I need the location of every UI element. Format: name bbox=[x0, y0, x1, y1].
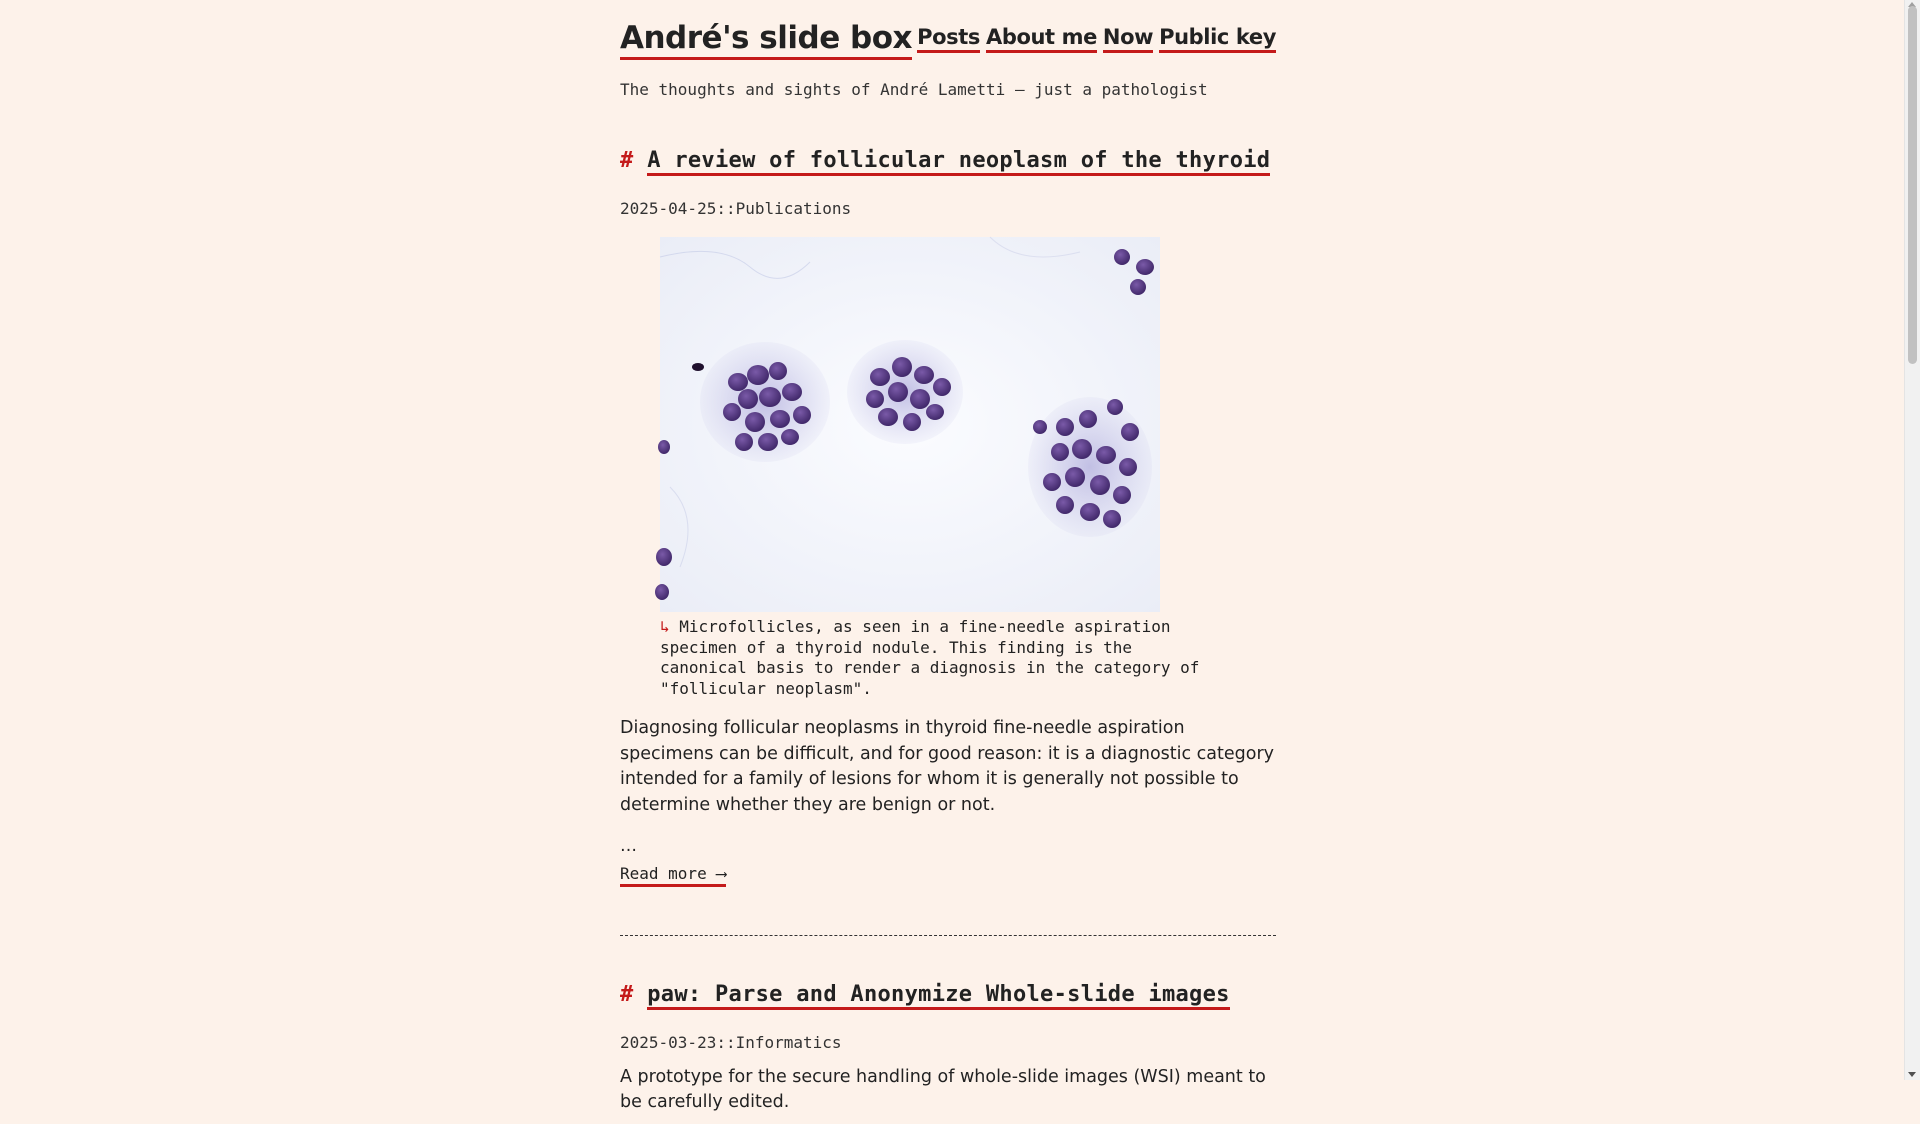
post-figure bbox=[660, 237, 1240, 699]
nav-about-me[interactable]: About me bbox=[986, 24, 1097, 53]
site-tagline: The thoughts and sights of André Lametti — just a pathologist bbox=[620, 80, 1208, 99]
caption-arrow-icon: ↳ bbox=[660, 617, 670, 636]
post-title-link[interactable]: A review of follicular neoplasm of the thyroid bbox=[647, 148, 1270, 176]
post-excerpt-start: A prototype for the secure handling of whole-slide images (WSI) meant to be carefully edited. bbox=[620, 1067, 1266, 1112]
post-excerpt: Diagnosing follicular neoplasms in thyroid fine-needle aspiration specimens can be difficult, and for good reason: it is a diagnostic category intended for a family of lesions for whom it is generally not possible to determine whether they are benign or not. bbox=[620, 718, 1275, 815]
post-excerpt-cutoff bbox=[620, 1067, 1276, 1112]
post-title-link[interactable]: paw: Parse and Anonymize Whole-slide images bbox=[647, 982, 1229, 1010]
nav-posts[interactable]: Posts bbox=[917, 24, 980, 53]
post-title bbox=[620, 982, 1230, 1007]
excerpt-ellipsis: … bbox=[620, 836, 637, 856]
read-more-link[interactable]: Read more ⟶ bbox=[620, 864, 726, 887]
page-content bbox=[620, 0, 1276, 1112]
scrollbar-thumb[interactable] bbox=[1908, 6, 1917, 364]
post-meta: 2025-03-23::Informatics bbox=[620, 1033, 842, 1052]
cytology-image bbox=[660, 237, 1160, 612]
nav-public-key[interactable]: Public key bbox=[1159, 24, 1276, 53]
post-meta: 2025-04-25::Publications bbox=[620, 199, 852, 218]
scroll-down-icon[interactable] bbox=[1908, 1072, 1916, 1077]
nav-now[interactable]: Now bbox=[1103, 24, 1153, 53]
site-header bbox=[620, 0, 1276, 70]
post-divider bbox=[620, 935, 1276, 936]
post-title bbox=[620, 148, 1270, 173]
post-title-hash: # bbox=[620, 148, 634, 173]
caption-text: Microfollicles, as seen in a fine-needle aspiration specimen of a thyroid nodule. This finding is the canonical basis to render a diagnosis in the category of "follicular neoplasm". bbox=[660, 617, 1200, 698]
post-title-hash: # bbox=[620, 982, 634, 1007]
site-title-link[interactable]: André's slide box bbox=[620, 20, 912, 60]
figure-caption bbox=[660, 617, 1220, 699]
vertical-scrollbar[interactable] bbox=[1904, 0, 1920, 1080]
main-nav bbox=[917, 24, 1276, 53]
